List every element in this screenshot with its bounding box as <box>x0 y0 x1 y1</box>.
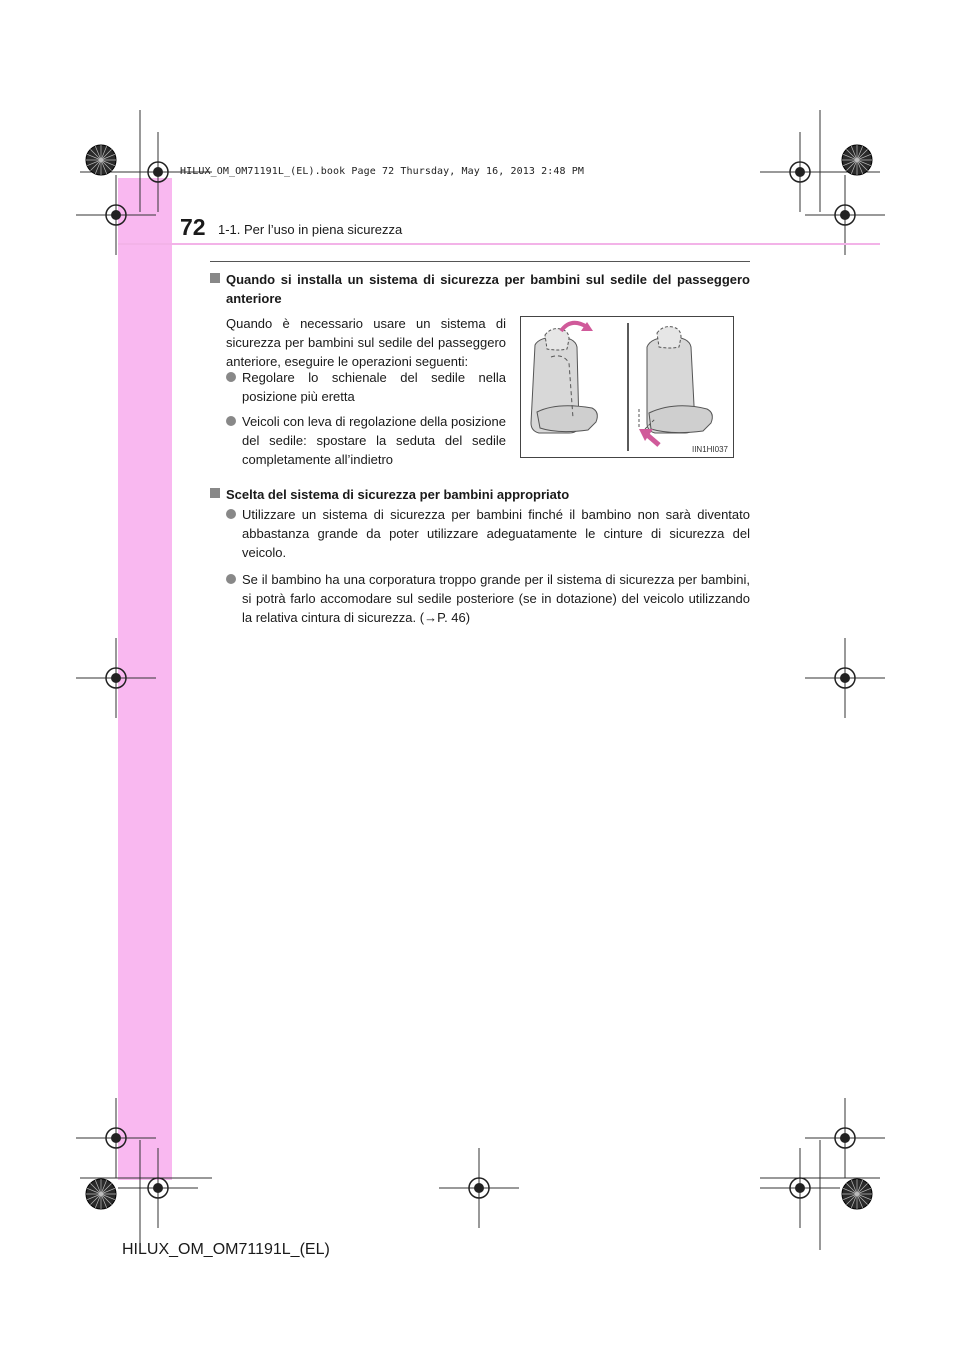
square-bullet-icon <box>210 488 220 498</box>
round-bullet-icon <box>226 574 236 584</box>
content-divider <box>210 261 750 262</box>
round-bullet-icon <box>226 416 236 426</box>
list-item: Veicoli con leva di regolazione della posizione del sedile: spostare la seduta del sedile completamente all’indietro <box>226 412 506 469</box>
section-title: 1-1. Per l’uso in piena sicurezza <box>218 222 403 237</box>
figure-code: IIN1HI037 <box>691 445 728 454</box>
subheading-front-seat-install: Quando si installa un sistema di sicurezza per bambini sul sedile del passeggero anteriore <box>210 270 750 308</box>
list-item: Regolare lo schienale del sedile nella posizione più eretta <box>226 368 506 406</box>
front-seat-intro: Quando è necessario usare un sistema di sicurezza per bambini sul sedile del passeggero anteriore, eseguire le operazioni seguenti: <box>226 316 506 369</box>
page-number: 72 <box>180 214 206 240</box>
list-item: Utilizzare un sistema di sicurezza per bambini finché il bambino non sarà diventato abbastanza grande da poter utilizzare adeguatamente le cinture di sicurezza del veicolo. <box>226 505 750 562</box>
list-item: Se il bambino ha una corporatura troppo grande per il sistema di sicurezza per bambini, si potrà farlo accomodare sul sedile posteriore (se in dotazione) del veicolo utilizzando la relativa cintura di sicurezza. (→P. 46) <box>226 570 750 627</box>
footer-document-code: HILUX_OM_OM71191L_(EL) <box>122 1241 330 1258</box>
header-divider <box>118 243 880 245</box>
square-bullet-icon <box>210 273 220 283</box>
print-job-header: HILUX_OM_OM71191L_(EL).book Page 72 Thursday, May 16, 2013 2:48 PM <box>180 166 584 177</box>
seat-adjustment-illustration <box>520 316 734 458</box>
subheading-choose-restraint: Scelta del sistema di sicurezza per bambini appropriato <box>210 485 750 504</box>
round-bullet-icon <box>226 509 236 519</box>
seat-illustration-icon <box>521 317 733 457</box>
round-bullet-icon <box>226 372 236 382</box>
